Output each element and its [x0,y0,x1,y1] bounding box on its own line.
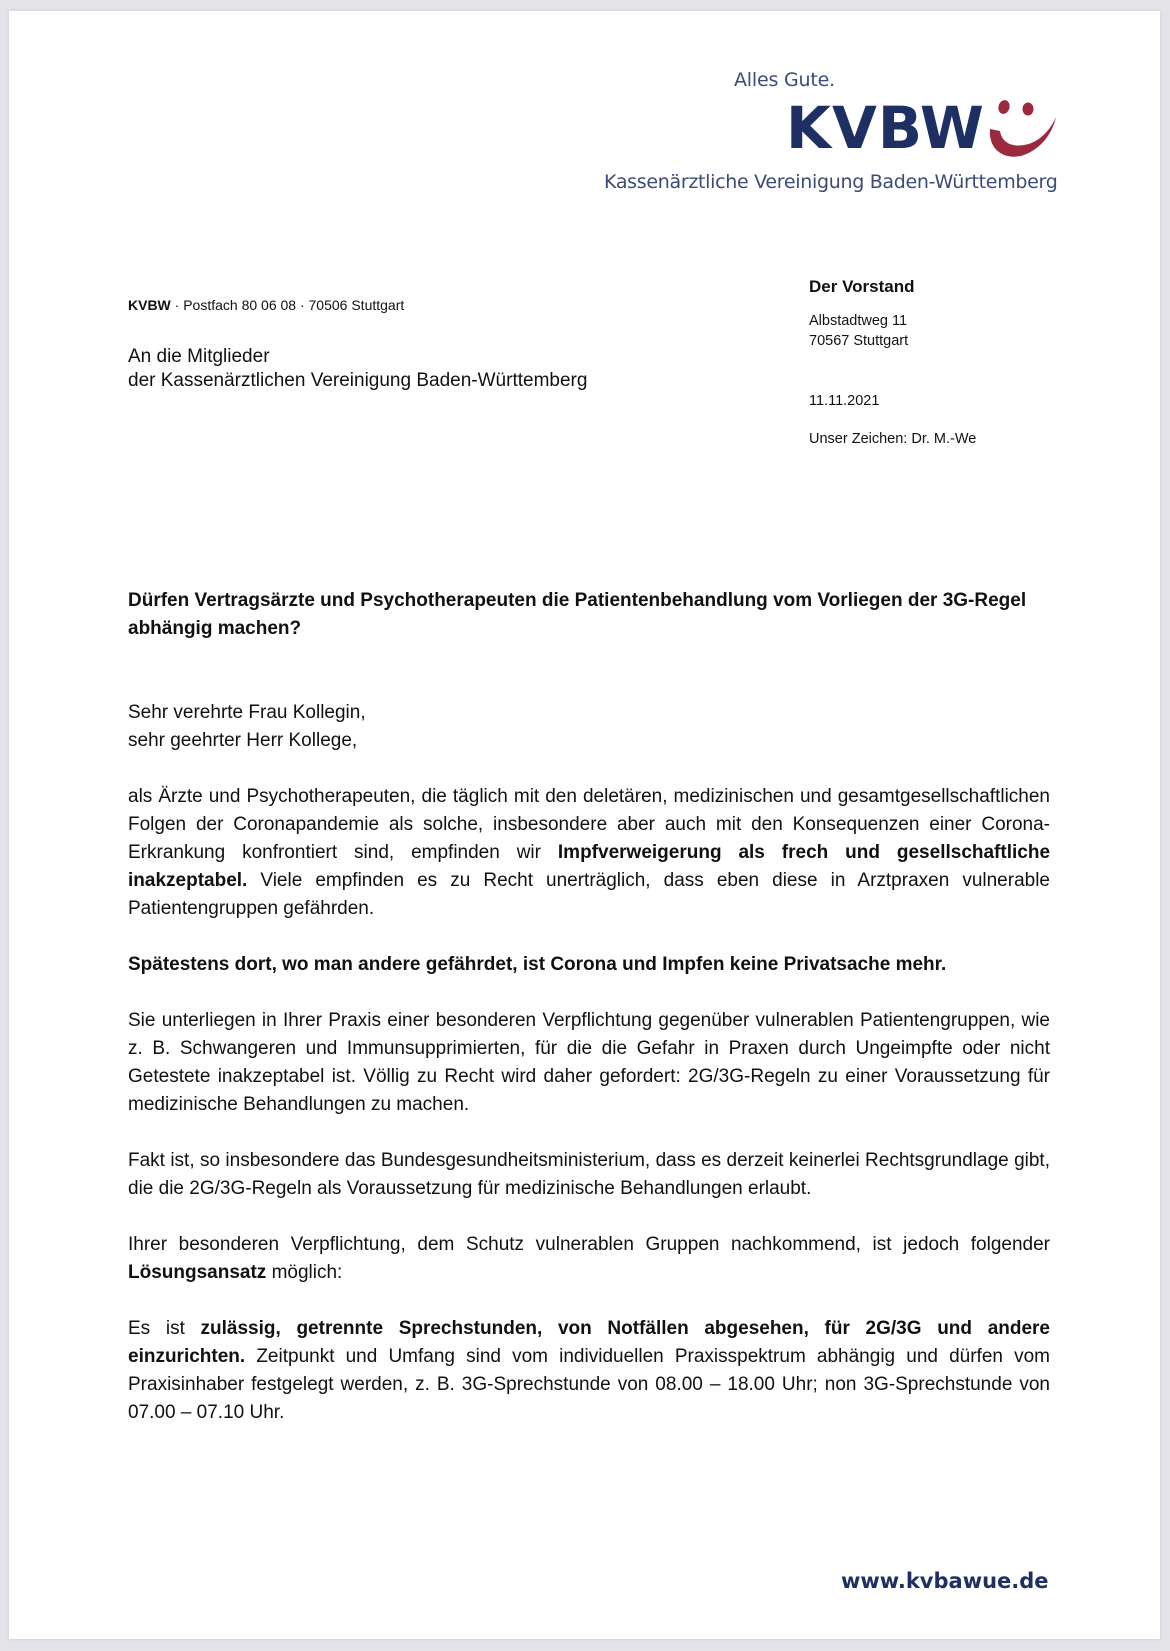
department: Der Vorstand [809,277,915,296]
logo-subline: Kassenärztliche Vereinigung Baden-Württemberg [604,171,1058,193]
paragraph-3: Sie unterliegen in Ihrer Praxis einer besonderen Verpflichtung gegenüber vulnerablen Patientengruppen, wie z. B. Schwangeren und Immunsupprimierten, für die die Gefahr in Praxen durch Ungeimpfte oder nicht Getestete inakzeptabel ist. Völlig zu Recht wird daher gefordert: 2G/3G-Regeln zu einer Voraussetzung für medizinische Behandlungen zu machen. [128,1010,1050,1115]
smiley-eye-right [1023,103,1034,116]
smiley-mouth [990,117,1056,157]
letter-page [9,11,1160,1639]
paragraph-6-text-b: Zeitpunkt und Umfang sind vom individuellen Praxisspektrum abhängig und dürfen vom Praxisinhaber festgelegt werden, z. B. 3G-Sprechstunde von 08.00 – 18.00 Uhr; non 3G-Sprechstunde von 07.00 – 07.10 Uhr. [128,1346,1050,1423]
salutation-line-1: Sehr verehrte Frau Kollegin, [128,702,366,723]
paragraph-5-emphasis: Lösungsansatz [128,1262,267,1283]
logo-tagline: Alles Gute. [734,69,835,91]
sender-address: · Postfach 80 06 08 · 70506 Stuttgart [170,297,405,313]
paragraph-6-emphasis: zulässig, getrennte Sprechstunden, von Notfällen abgesehen, für 2G/3G und andere einzurichten. [128,1318,1051,1367]
paragraph-4: Fakt ist, so insbesondere das Bundesgesundheitsministerium, dass es derzeit keinerlei Rechtsgrundlage gibt, die die 2G/3G-Regeln als Voraussetzung für medizinische Behandlungen erlaubt. [128,1150,1050,1199]
smiley-icon [984,95,1064,167]
letter-body [128,587,1050,1427]
paragraph-1-text-a: als Ärzte und Psychotherapeuten, die täglich mit den deletären, medizinischen und gesamtgesellschaftlichen Folgen der Coronapandemie als solche, insbesondere aber auch mit den Konsequenzen einer Corona-Erkrankung konfrontiert sind, empfinden wir [128,786,1050,863]
paragraph-5 [128,1231,1050,1287]
street: Albstadtweg 11 [809,313,908,329]
sender-return-address [128,297,404,313]
paragraph-5-text-b: möglich: [266,1262,343,1283]
paragraph-1-emphasis: Impfverweigerung als frech und gesellschaftliche inakzeptabel. [128,842,1051,891]
recipient-line-2: der Kassenärztlichen Vereinigung Baden-Württemberg [128,370,588,391]
recipient-line-1: An die Mitglieder [128,346,270,367]
reference-code: Unser Zeichen: Dr. M.-We [809,431,977,447]
paragraph-6 [128,1315,1050,1427]
paragraph-1-text-b: Viele empfinden es zu Recht unerträglich, dass eben diese in Arztpraxen vulnerable Patientengruppen gefährden. [128,870,1050,919]
letter-date: 11.11.2021 [809,393,880,409]
paragraph-6-text-a: Es ist [128,1318,201,1339]
salutation [128,699,1050,755]
salutation-line-2: sehr geehrter Herr Kollege, [128,730,358,751]
kvbw-logo [9,11,1160,211]
sender-info-block [809,277,976,449]
paragraph-2-emphasis: Spätestens dort, wo man andere gefährdet, ist Corona und Impfen keine Privatsache mehr. [128,954,947,975]
paragraph-5-text-a: Ihrer besonderen Verpflichtung, dem Schutz vulnerablen Gruppen nachkommend, ist jedoch folgender [128,1234,1050,1255]
paragraph-1 [128,783,1050,923]
paragraph-2 [128,951,1050,979]
city: 70567 Stuttgart [809,333,909,349]
sender-org: KVBW [128,297,171,313]
footer-website-link[interactable]: www.kvbawue.de [841,1569,1049,1593]
letter-subject: Dürfen Vertragsärzte und Psychotherapeuten die Patientenbehandlung vom Vorliegen der 3G-Regel abhängig machen? [128,590,1027,639]
recipient-block [128,345,587,393]
smiley-eye-left [997,99,1011,115]
logo-wordmark: KVBW [786,94,985,162]
